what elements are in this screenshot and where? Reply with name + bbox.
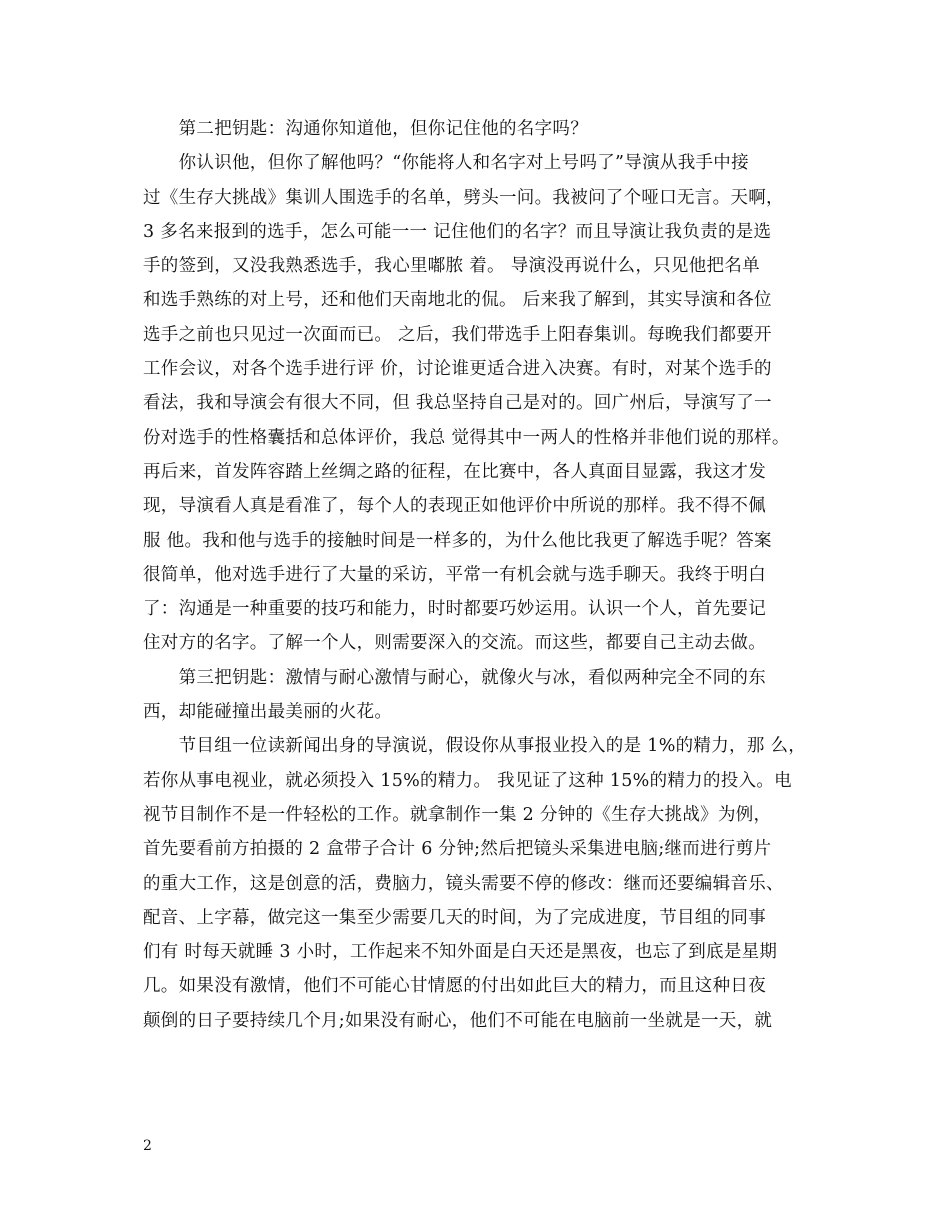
body-text [143, 112, 808, 1038]
text-line: 过《生存大挑战》集训人围选手的名单，劈头一问。我被问了个哑口无言。天啊， [143, 187, 784, 208]
text-line: 们有 时每天就睡 3 小时，工作起来不知外面是白天还是黑夜，也忘了到底是星期 [143, 942, 778, 963]
text-line: 节目组一位读新闻出身的导演说，假设你从事报业投入的是 1%的精力，那 么， [143, 736, 807, 757]
page-number: 2 [143, 1138, 152, 1154]
text-line: 工作会议，对各个选手进行评 价，讨论谁更适合进入决赛。有时，对某个选手的 [143, 359, 772, 380]
text-line: 份对选手的性格囊括和总体评价，我总 觉得其中一两人的性格并非他们说的那样。 [143, 427, 790, 448]
text-line: 配音、上字幕，做完这一集至少需要几天的时间，为了完成进度，节目组的同事 [143, 907, 766, 928]
text-line: 颠倒的日子要持续几个月;如果没有耐心，他们不可能在电脑前一坐就是一天，就 [143, 1010, 773, 1031]
text-line: 几。如果没有激情，他们不可能心甘情愿的付出如此巨大的精力，而且这种日夜 [143, 976, 766, 997]
text-line: 的重大工作，这是创意的活，费脑力，镜头需要不停的修改：继而还要编辑音乐、 [143, 873, 784, 894]
text-line: 了：沟通是一种重要的技巧和能力，时时都要巧妙运用。认识一个人，首先要记 [143, 599, 766, 620]
text-line: 西，却能碰撞出最美丽的火花。 [143, 702, 393, 723]
text-line: 看法，我和导演会有很大不同，但 我总坚持自己是对的。回广州后，导演写了一 [143, 393, 772, 414]
text-line: 现，导演看人真是看准了，每个人的表现正如他评价中所说的那样。我不得不佩 [143, 496, 766, 517]
text-line: 若你从事电视业，就必须投入 15%的精力。 我见证了这种 15%的精力的投入。电 [143, 770, 792, 791]
text-line: 再后来，首发阵容踏上丝绸之路的征程，在比赛中，各人真面目显露，我这才发 [143, 461, 766, 482]
text-line: 很简单，他对选手进行了大量的采访，平常一有机会就与选手聊天。我终于明白 [143, 564, 766, 585]
text-line: 视节目制作不是一件轻松的工作。就拿制作一集 2 分钟的《生存大挑战》为例， [143, 804, 772, 825]
text-line: 你认识他，但你了解他吗？“你能将人和名字对上号吗了”导演从我手中接 [143, 153, 749, 174]
text-line: 第三把钥匙：激情与耐心激情与耐心，就像火与冰，看似两种完全不同的东 [143, 667, 766, 688]
text-line: 住对方的名字。了解一个人，则需要深入的交流。而这些，都要自己主动去做。 [143, 633, 766, 654]
text-line: 选手之前也只见过一次面而已。 之后，我们带选手上阳春集训。每晚我们都要开 [143, 324, 772, 345]
text-line: 手的签到，又没我熟悉选手，我心里嘟脓 着。 导演没再说什么，只见他把名单 [143, 256, 760, 277]
text-line: 第二把钥匙：沟通你知道他，但你记住他的名字吗？ [143, 119, 588, 139]
text-line: 3 多名来报到的选手，怎么可能一一 记住他们的名字？而且导演让我负责的是选 [143, 221, 772, 242]
text-line: 首先要看前方拍摄的 2 盒带子合计 6 分钟;然后把镜头采集进电脑;继而进行剪片 [143, 839, 772, 860]
text-line: 和选手熟练的对上号，还和他们天南地北的侃。 后来我了解到，其实导演和各位 [143, 290, 772, 311]
text-line: 服 他。我和他与选手的接触时间是一样多的，为什么他比我更了解选手呢？答案 [143, 530, 772, 551]
